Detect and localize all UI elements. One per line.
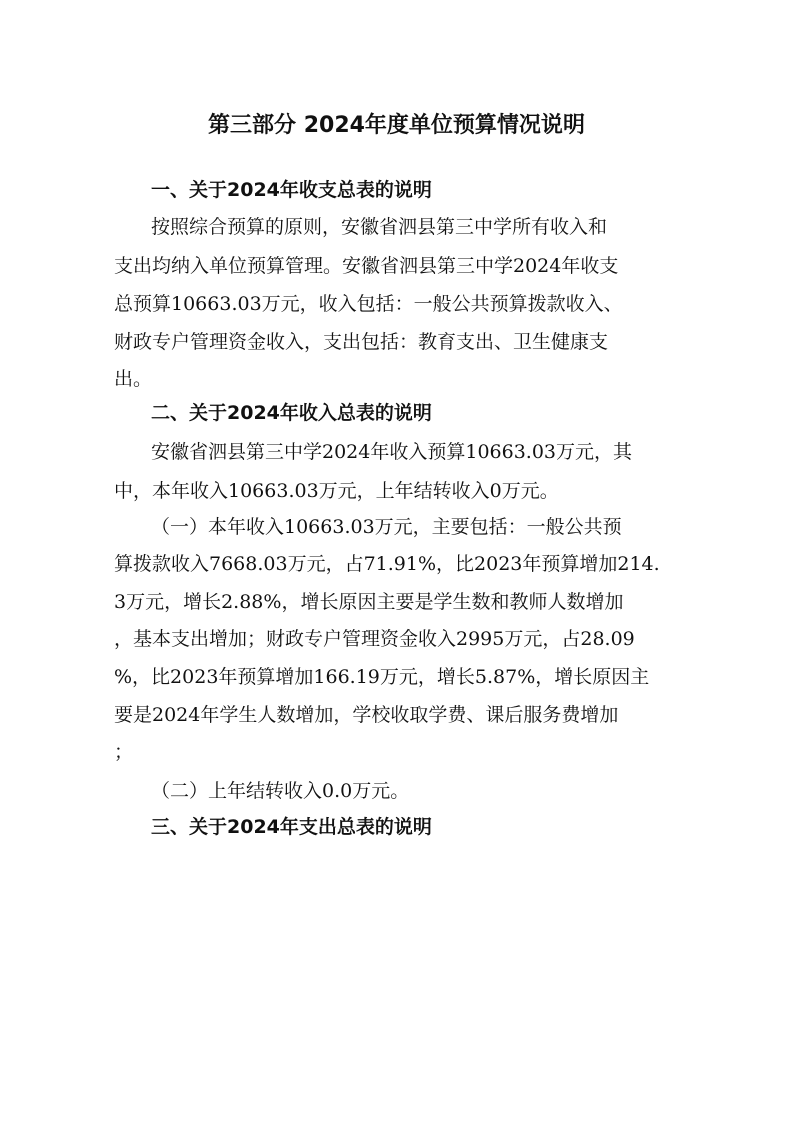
paragraph-line: ，基本支出增加；财政专户管理资金收入2995万元，占28.09 — [114, 628, 635, 650]
paragraph-line: 安徽省泗县第三中学2024年收入预算10663.03万元，其 — [151, 441, 633, 463]
paragraph-line: （一）本年收入10663.03万元，主要包括：一般公共预 — [151, 516, 622, 538]
paragraph-line: （二）上年结转收入0.0万元。 — [151, 780, 410, 802]
paragraph-line: 支出均纳入单位预算管理。安徽省泗县第三中学2024年收支 — [114, 255, 619, 277]
paragraph-line: 财政专户管理资金收入，支出包括：教育支出、卫生健康支 — [114, 331, 609, 353]
paragraph-line: ； — [114, 741, 134, 763]
paragraph-line: 中，本年收入10663.03万元，上年结转收入0万元。 — [114, 480, 559, 502]
section-heading-3: 三、关于2024年支出总表的说明 — [151, 816, 432, 838]
paragraph-line: 要是2024年学生人数增加，学校收取学费、课后服务费增加 — [114, 704, 619, 726]
section-heading-2: 二、关于2024年收入总表的说明 — [151, 402, 432, 424]
page-title: 第三部分 2024年度单位预算情况说明 — [208, 113, 585, 138]
paragraph-line: 出。 — [114, 368, 153, 390]
paragraph-line: %，比2023年预算增加166.19万元，增长5.87%，增长原因主 — [114, 666, 650, 688]
section-heading-1: 一、关于2024年收支总表的说明 — [151, 179, 432, 201]
paragraph-line: 算拨款收入7668.03万元，占71.91%，比2023年预算增加214. — [114, 553, 660, 575]
paragraph-line: 总预算10663.03万元，收入包括：一般公共预算拨款收入、 — [114, 293, 623, 315]
paragraph-line: 按照综合预算的原则，安徽省泗县第三中学所有收入和 — [151, 216, 608, 238]
paragraph-line: 3万元，增长2.88%，增长原因主要是学生数和教师人数增加 — [114, 591, 624, 613]
